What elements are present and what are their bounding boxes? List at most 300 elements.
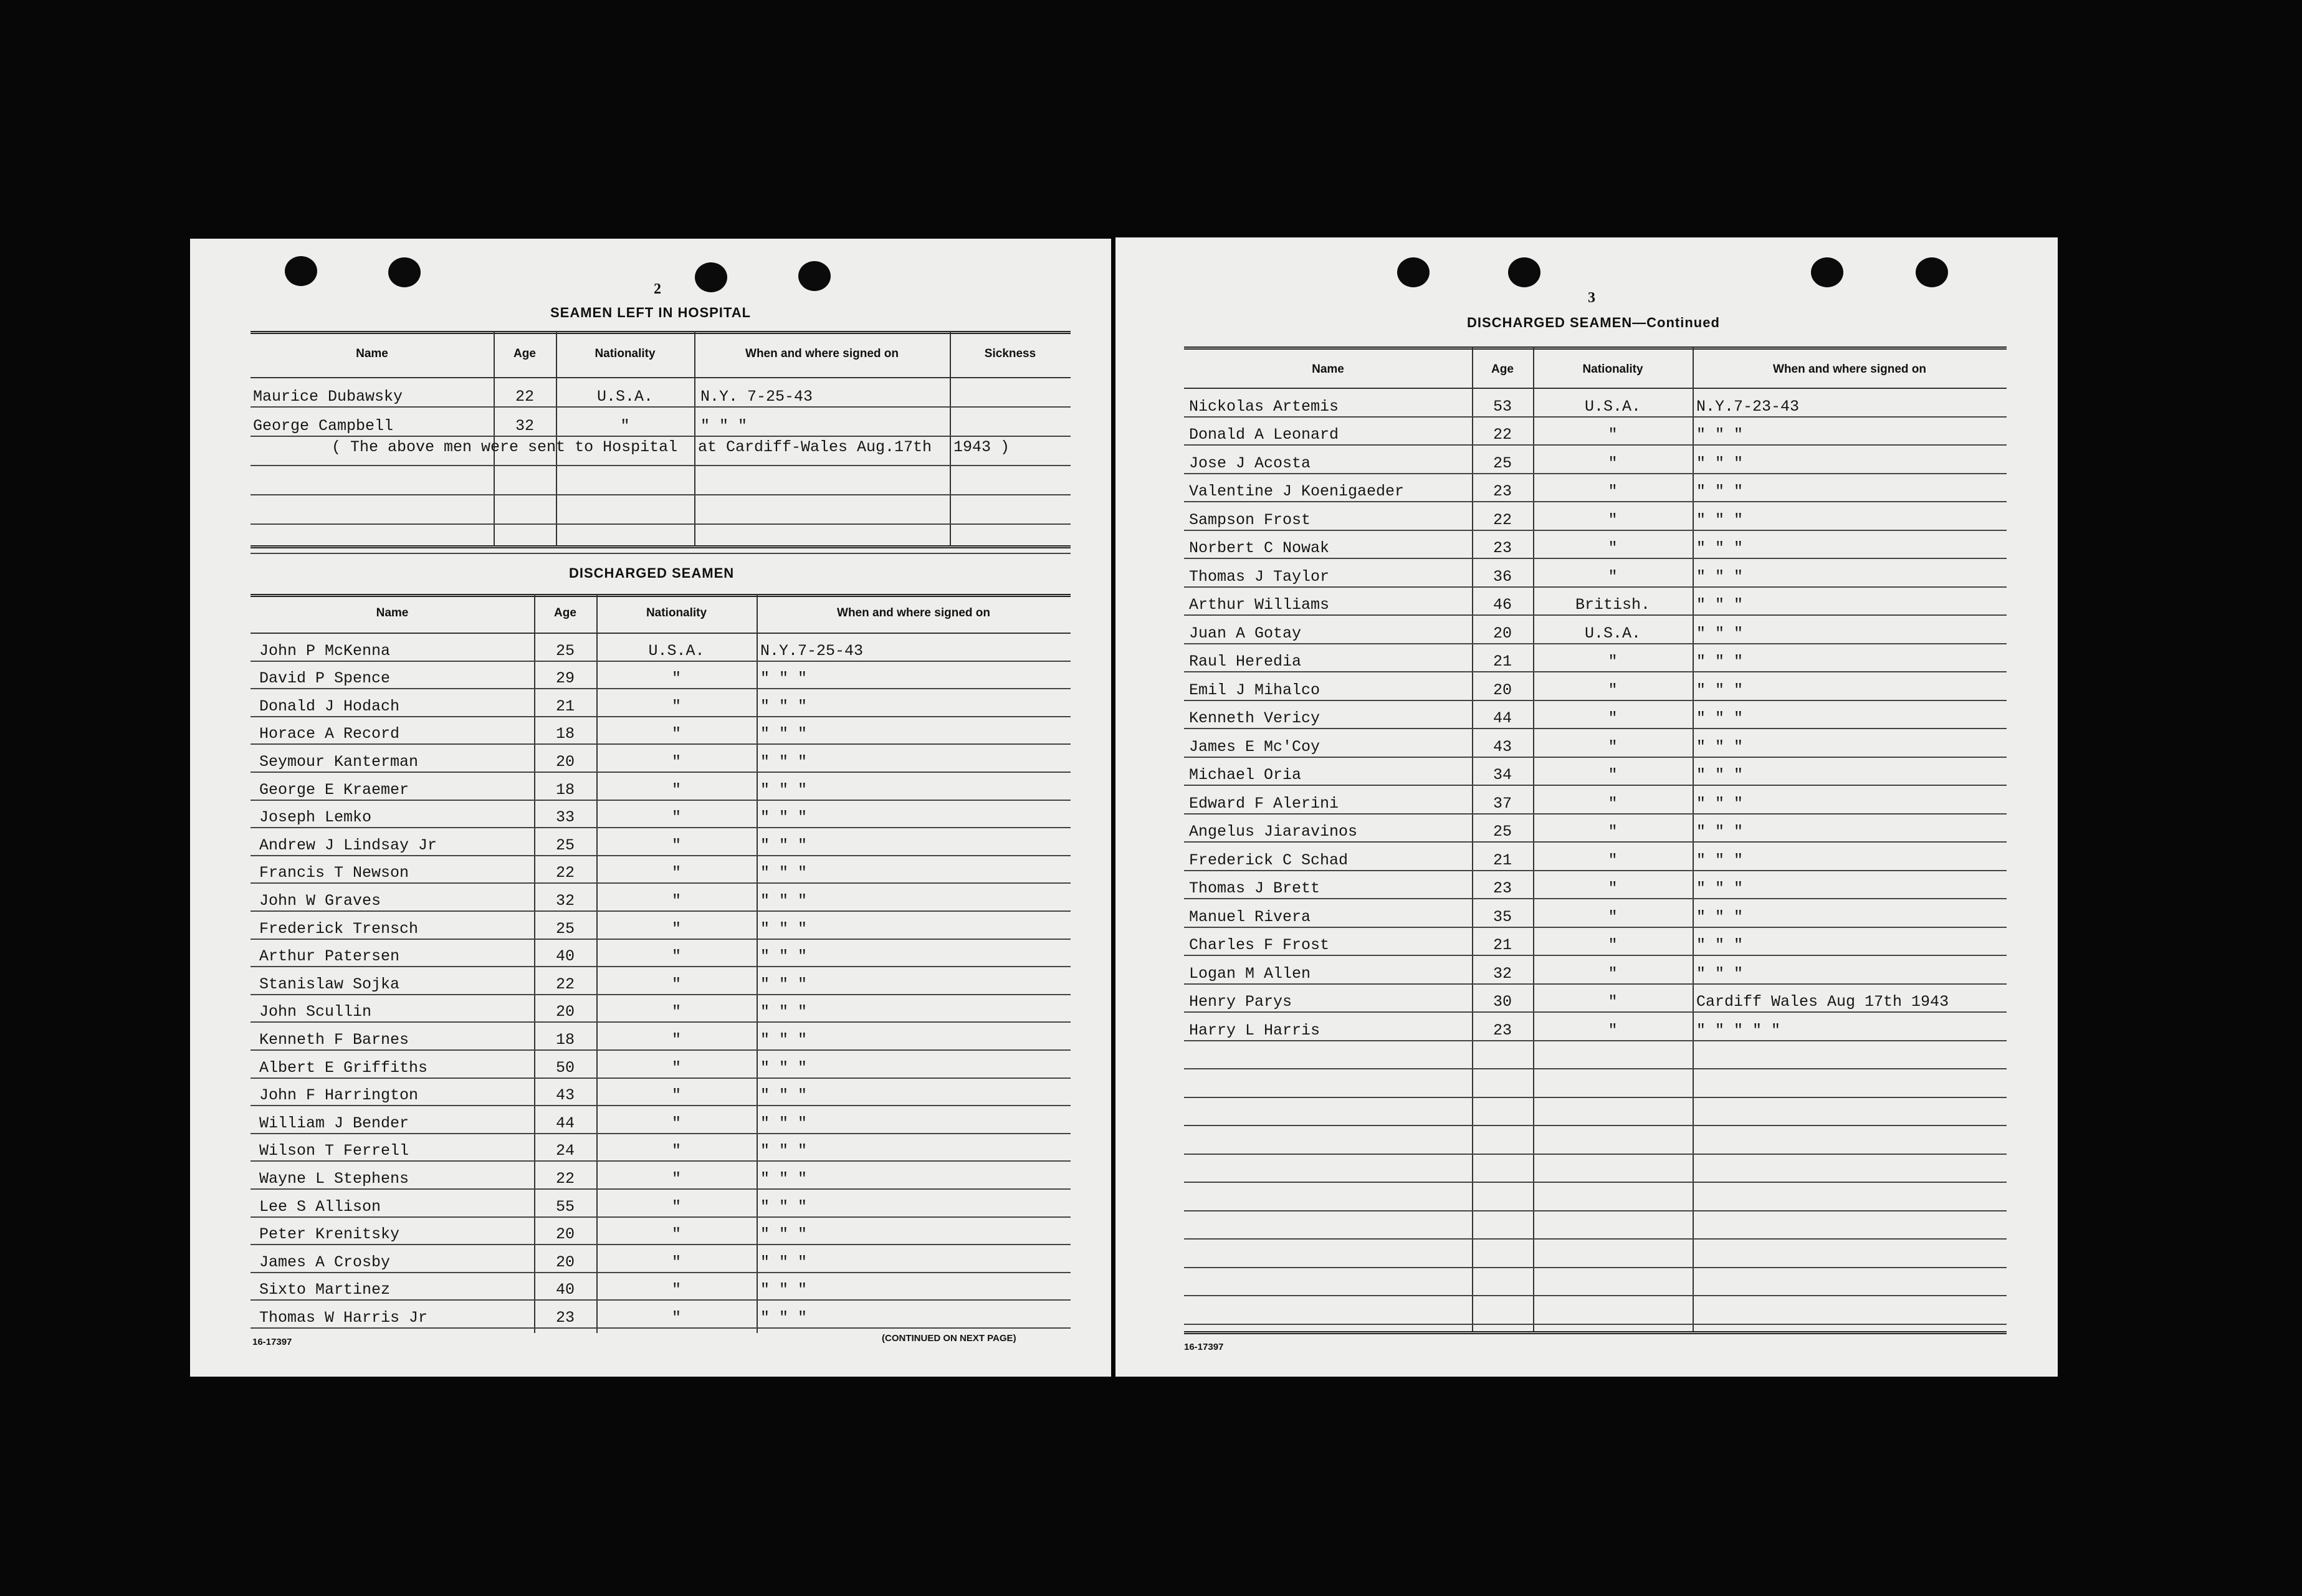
column-header-age: Age bbox=[554, 606, 576, 619]
cell-nationality: " bbox=[1608, 851, 1618, 869]
empty-row bbox=[251, 495, 1071, 525]
cell-signed: " " " bbox=[1696, 737, 1744, 756]
cell-age: 44 bbox=[555, 1114, 575, 1132]
table-row bbox=[251, 1134, 1071, 1162]
table-row bbox=[251, 1190, 1071, 1218]
table-row bbox=[251, 408, 1071, 437]
cell-signed: " " " bbox=[1696, 426, 1744, 444]
empty-row bbox=[1184, 1126, 2007, 1155]
cell-name: Sampson Frost bbox=[1189, 510, 1311, 529]
cell-age: 20 bbox=[555, 1253, 575, 1271]
cell-signed: " " " bbox=[760, 1253, 808, 1271]
cell-nationality: U.S.A. bbox=[1584, 624, 1641, 643]
table-row bbox=[1184, 985, 2007, 1013]
cell-name: Henry Parys bbox=[1189, 993, 1292, 1011]
cell-nationality: " bbox=[671, 864, 681, 882]
table-row bbox=[1184, 389, 2007, 418]
table-row bbox=[1184, 928, 2007, 957]
cell-name: Donald J Hodach bbox=[259, 697, 400, 715]
cell-age: 22 bbox=[555, 864, 575, 882]
cell-age: 18 bbox=[555, 1030, 575, 1049]
cell-age: 40 bbox=[555, 947, 575, 966]
cell-name: Arthur Patersen bbox=[259, 947, 400, 966]
table-row bbox=[251, 1023, 1071, 1051]
cell-name: William J Bender bbox=[259, 1114, 409, 1132]
cell-nationality: " bbox=[671, 891, 681, 910]
empty-row bbox=[1184, 1041, 2007, 1070]
punch-hole bbox=[1508, 257, 1540, 287]
table-row bbox=[1184, 1013, 2007, 1041]
cell-name: Charles F Frost bbox=[1189, 936, 1330, 954]
table-row bbox=[1184, 616, 2007, 644]
cell-signed: " " " bbox=[1696, 624, 1744, 643]
table-row bbox=[1184, 786, 2007, 815]
cell-nationality: " bbox=[671, 1030, 681, 1049]
table-row bbox=[251, 634, 1071, 662]
cell-nationality: " bbox=[671, 1142, 681, 1160]
column-header-name: Name bbox=[356, 347, 388, 360]
cell-name: George Campbell bbox=[253, 417, 394, 435]
punch-hole bbox=[1397, 257, 1430, 287]
cell-name: Frederick C Schad bbox=[1189, 851, 1349, 869]
cell-age: 32 bbox=[1492, 964, 1512, 983]
cell-nationality: " bbox=[1608, 1021, 1618, 1039]
cell-nationality: " bbox=[1608, 652, 1618, 671]
cell-name: Thomas W Harris Jr bbox=[259, 1308, 428, 1327]
table-row bbox=[251, 1106, 1071, 1134]
cell-signed: " " " bbox=[760, 975, 808, 993]
cell-nationality: " bbox=[1608, 454, 1618, 472]
column-header-age: Age bbox=[1491, 363, 1514, 376]
cell-age: 22 bbox=[515, 388, 534, 406]
cell-signed: " " " bbox=[1696, 482, 1744, 500]
cell-age: 20 bbox=[1492, 681, 1512, 699]
table-row bbox=[251, 1051, 1071, 1079]
cell-nationality: " bbox=[671, 1003, 681, 1021]
cell-nationality: U.S.A. bbox=[648, 641, 705, 660]
empty-row bbox=[1184, 1183, 2007, 1211]
cell-nationality: " bbox=[671, 1086, 681, 1105]
table-row bbox=[251, 801, 1071, 829]
cell-age: 21 bbox=[1492, 851, 1512, 869]
cell-nationality: " bbox=[671, 780, 681, 799]
cell-nationality: " bbox=[671, 725, 681, 743]
cell-signed: " " " bbox=[1696, 567, 1744, 586]
table-row bbox=[251, 662, 1071, 690]
empty-row bbox=[1184, 1211, 2007, 1240]
cell-nationality: " bbox=[671, 1281, 681, 1299]
cell-age: 32 bbox=[555, 891, 575, 910]
cell-signed: Cardiff Wales Aug 17th 1943 bbox=[1696, 993, 1949, 1011]
cell-nationality: U.S.A. bbox=[596, 388, 653, 406]
cell-name: Thomas J Brett bbox=[1189, 879, 1321, 897]
table-row bbox=[1184, 418, 2007, 446]
cell-signed: " " " bbox=[760, 1030, 808, 1049]
cell-name: Emil J Mihalco bbox=[1189, 681, 1321, 699]
cell-age: 43 bbox=[555, 1086, 575, 1105]
cell-name: Wilson T Ferrell bbox=[259, 1142, 409, 1160]
column-header-signed: When and where signed on bbox=[837, 606, 990, 619]
cell-nationality: " bbox=[671, 1197, 681, 1216]
cell-age: 18 bbox=[555, 725, 575, 743]
cell-age: 40 bbox=[555, 1281, 575, 1299]
cell-signed: " " " bbox=[760, 697, 808, 715]
cell-nationality: " bbox=[1608, 766, 1618, 784]
table-row bbox=[1184, 672, 2007, 701]
table-row bbox=[1184, 701, 2007, 730]
cell-signed: " " " bbox=[760, 1003, 808, 1021]
table-row bbox=[251, 1273, 1071, 1301]
cell-name: Michael Oria bbox=[1189, 766, 1302, 784]
cell-signed: " " " bbox=[760, 808, 808, 827]
cell-signed: " " " bbox=[1696, 681, 1744, 699]
cell-signed: N.Y.7-23-43 bbox=[1696, 397, 1800, 416]
cell-age: 22 bbox=[555, 975, 575, 993]
cell-age: 23 bbox=[1492, 879, 1512, 897]
cell-nationality: " bbox=[671, 752, 681, 771]
cell-signed: " " " bbox=[1696, 879, 1744, 897]
cell-nationality: " bbox=[1608, 936, 1618, 954]
empty-row bbox=[251, 466, 1071, 495]
cell-age: 36 bbox=[1492, 567, 1512, 586]
cell-name: Joseph Lemko bbox=[259, 808, 372, 827]
hospital-section-title: SEAMEN LEFT IN HOSPITAL bbox=[550, 305, 752, 320]
discharged-table bbox=[251, 594, 1071, 1336]
cell-name: Seymour Kanterman bbox=[259, 752, 419, 771]
cell-name: John W Graves bbox=[259, 891, 381, 910]
right-page bbox=[1115, 237, 2058, 1377]
hospital-note-part2: at Cardiff-Wales Aug.17th bbox=[698, 438, 932, 456]
form-number: 16-17397 bbox=[1184, 1342, 1224, 1352]
page-number: 2 bbox=[654, 281, 661, 297]
empty-row bbox=[1184, 1296, 2007, 1325]
cell-signed: " " " bbox=[760, 891, 808, 910]
discharged-section-title: DISCHARGED SEAMEN bbox=[569, 565, 735, 581]
cell-age: 22 bbox=[1492, 426, 1512, 444]
punch-hole bbox=[798, 261, 831, 291]
cell-age: 21 bbox=[1492, 652, 1512, 671]
cell-signed: " " " bbox=[760, 864, 808, 882]
cell-signed: " " " bbox=[760, 780, 808, 799]
cell-signed: " " " bbox=[1696, 652, 1744, 671]
cell-signed: " " " bbox=[760, 947, 808, 966]
cell-age: 35 bbox=[1492, 907, 1512, 926]
cell-age: 22 bbox=[555, 1169, 575, 1188]
table-row bbox=[1184, 815, 2007, 843]
cell-signed: " " " bbox=[760, 1225, 808, 1244]
cell-name: Norbert C Nowak bbox=[1189, 539, 1330, 557]
cell-signed: " " " bbox=[760, 669, 808, 688]
punch-hole bbox=[285, 256, 317, 286]
cell-age: 25 bbox=[555, 641, 575, 660]
table-row bbox=[1184, 588, 2007, 616]
cell-signed: " " " bbox=[700, 417, 748, 435]
cell-age: 37 bbox=[1492, 794, 1512, 813]
cell-name: David P Spence bbox=[259, 669, 391, 688]
cell-age: 22 bbox=[1492, 510, 1512, 529]
cell-nationality: " bbox=[1608, 482, 1618, 500]
cell-nationality: " bbox=[1608, 907, 1618, 926]
cell-nationality: " bbox=[1608, 993, 1618, 1011]
cell-signed: " " " bbox=[1696, 823, 1744, 841]
cell-name: Kenneth F Barnes bbox=[259, 1030, 409, 1049]
cell-name: Juan A Gotay bbox=[1189, 624, 1302, 643]
column-header-name: Name bbox=[376, 606, 409, 619]
cell-name: Harry L Harris bbox=[1189, 1021, 1321, 1039]
cell-nationality: " bbox=[671, 1225, 681, 1244]
cell-signed: " " " bbox=[760, 1169, 808, 1188]
cell-name: Horace A Record bbox=[259, 725, 400, 743]
cell-name: George E Kraemer bbox=[259, 780, 409, 799]
cell-signed: " " " bbox=[760, 752, 808, 771]
empty-row bbox=[1184, 1098, 2007, 1127]
table-row bbox=[1184, 644, 2007, 673]
hospital-table bbox=[251, 331, 1071, 552]
cell-signed: " " " bbox=[1696, 510, 1744, 529]
cell-signed: " " " bbox=[1696, 794, 1744, 813]
cell-name: John P McKenna bbox=[259, 641, 391, 660]
cell-name: Andrew J Lindsay Jr bbox=[259, 836, 437, 854]
cell-name: Angelus Jiaravinos bbox=[1189, 823, 1358, 841]
empty-row bbox=[1184, 1069, 2007, 1098]
cell-name: Maurice Dubawsky bbox=[253, 388, 403, 406]
table-row bbox=[1184, 559, 2007, 588]
cell-nationality: " bbox=[1608, 737, 1618, 756]
cell-age: 18 bbox=[555, 780, 575, 799]
cell-age: 23 bbox=[1492, 1021, 1512, 1039]
cell-name: Manuel Rivera bbox=[1189, 907, 1311, 926]
table-row bbox=[251, 773, 1071, 801]
cell-name: Albert E Griffiths bbox=[259, 1058, 428, 1077]
table-row bbox=[1184, 531, 2007, 560]
table-row bbox=[251, 745, 1071, 773]
table-row bbox=[251, 828, 1071, 856]
cell-nationality: " bbox=[620, 417, 630, 435]
cell-signed: " " " bbox=[1696, 539, 1744, 557]
cell-signed: " " " " " bbox=[1696, 1021, 1781, 1039]
cell-name: Thomas J Taylor bbox=[1189, 567, 1330, 586]
cell-age: 21 bbox=[1492, 936, 1512, 954]
cell-signed: " " " bbox=[760, 1142, 808, 1160]
cell-name: Peter Krenitsky bbox=[259, 1225, 400, 1244]
cell-age: 25 bbox=[1492, 823, 1512, 841]
cell-name: Edward F Alerini bbox=[1189, 794, 1339, 813]
discharged-continued-title: DISCHARGED SEAMEN—Continued bbox=[1467, 315, 1720, 330]
table-row bbox=[251, 884, 1071, 912]
cell-name: Jose J Acosta bbox=[1189, 454, 1311, 472]
column-header-signed: When and where signed on bbox=[1773, 363, 1926, 376]
cell-nationality: " bbox=[1608, 879, 1618, 897]
cell-signed: " " " bbox=[1696, 964, 1744, 983]
table-row bbox=[1184, 729, 2007, 758]
cell-age: 50 bbox=[555, 1058, 575, 1077]
cell-nationality: U.S.A. bbox=[1584, 397, 1641, 416]
empty-row bbox=[251, 525, 1071, 554]
cell-nationality: " bbox=[1608, 794, 1618, 813]
discharged-continued-table bbox=[1184, 346, 2007, 1337]
cell-name: Lee S Allison bbox=[259, 1197, 381, 1216]
table-row bbox=[251, 689, 1071, 717]
cell-name: Frederick Trensch bbox=[259, 919, 419, 938]
cell-signed: N.Y.7-25-43 bbox=[760, 641, 864, 660]
cell-signed: " " " bbox=[760, 1281, 808, 1299]
cell-age: 20 bbox=[555, 752, 575, 771]
table-row bbox=[251, 967, 1071, 995]
punch-hole bbox=[1916, 257, 1948, 287]
cell-nationality: " bbox=[671, 1308, 681, 1327]
table-row bbox=[1184, 871, 2007, 900]
cell-age: 20 bbox=[555, 1003, 575, 1021]
cell-name: Francis T Newson bbox=[259, 864, 409, 882]
cell-nationality: " bbox=[1608, 426, 1618, 444]
table-row bbox=[251, 1162, 1071, 1190]
cell-nationality: " bbox=[1608, 567, 1618, 586]
cell-signed: " " " bbox=[1696, 851, 1744, 869]
cell-name: Donald A Leonard bbox=[1189, 426, 1339, 444]
cell-signed: " " " bbox=[1696, 709, 1744, 727]
cell-age: 24 bbox=[555, 1142, 575, 1160]
cell-name: James E Mc'Coy bbox=[1189, 737, 1321, 756]
cell-signed: " " " bbox=[1696, 936, 1744, 954]
hospital-note-part1: ( The above men were sent to Hospital bbox=[332, 438, 678, 456]
cell-name: John Scullin bbox=[259, 1003, 372, 1021]
table-row bbox=[1184, 899, 2007, 928]
cell-nationality: British. bbox=[1575, 596, 1651, 614]
cell-nationality: " bbox=[671, 1114, 681, 1132]
cell-age: 29 bbox=[555, 669, 575, 688]
table-row bbox=[251, 1218, 1071, 1246]
cell-nationality: " bbox=[671, 1058, 681, 1077]
cell-age: 32 bbox=[515, 417, 534, 435]
table-row bbox=[251, 1079, 1071, 1107]
cell-signed: " " " bbox=[760, 1058, 808, 1077]
table-row bbox=[251, 856, 1071, 884]
cell-age: 34 bbox=[1492, 766, 1512, 784]
cell-name: James A Crosby bbox=[259, 1253, 391, 1271]
table-row bbox=[251, 1245, 1071, 1273]
continued-note: (CONTINUED ON NEXT PAGE) bbox=[882, 1333, 1016, 1344]
hospital-note-part3: 1943 ) bbox=[953, 438, 1010, 456]
cell-nationality: " bbox=[1608, 823, 1618, 841]
cell-age: 43 bbox=[1492, 737, 1512, 756]
column-header-signed: When and where signed on bbox=[745, 347, 899, 360]
cell-nationality: " bbox=[671, 919, 681, 938]
cell-name: Stanislaw Sojka bbox=[259, 975, 400, 993]
column-header-nationality: Nationality bbox=[646, 606, 707, 619]
cell-nationality: " bbox=[671, 1253, 681, 1271]
cell-signed: N.Y. 7-25-43 bbox=[700, 388, 813, 406]
cell-name: Valentine J Koenigaeder bbox=[1189, 482, 1405, 500]
cell-signed: " " " bbox=[760, 1086, 808, 1105]
cell-signed: " " " bbox=[760, 1197, 808, 1216]
cell-signed: " " " bbox=[760, 1308, 808, 1327]
table-row bbox=[1184, 446, 2007, 474]
cell-age: 25 bbox=[1492, 454, 1512, 472]
cell-nationality: " bbox=[671, 1169, 681, 1188]
cell-age: 46 bbox=[1492, 596, 1512, 614]
cell-age: 44 bbox=[1492, 709, 1512, 727]
cell-age: 23 bbox=[1492, 482, 1512, 500]
cell-age: 25 bbox=[555, 836, 575, 854]
column-header-sickness: Sickness bbox=[984, 347, 1036, 360]
cell-age: 25 bbox=[555, 919, 575, 938]
cell-name: Nickolas Artemis bbox=[1189, 397, 1339, 416]
empty-row bbox=[1184, 1268, 2007, 1297]
form-number: 16-17397 bbox=[252, 1337, 292, 1347]
cell-signed: " " " bbox=[760, 836, 808, 854]
table-row bbox=[1184, 843, 2007, 871]
cell-nationality: " bbox=[1608, 510, 1618, 529]
cell-age: 23 bbox=[1492, 539, 1512, 557]
table-row bbox=[1184, 758, 2007, 786]
table-row bbox=[251, 940, 1071, 968]
table-row bbox=[251, 995, 1071, 1023]
column-header-name: Name bbox=[1312, 363, 1344, 376]
cell-name: Sixto Martinez bbox=[259, 1281, 391, 1299]
cell-age: 53 bbox=[1492, 397, 1512, 416]
table-row bbox=[251, 1301, 1071, 1329]
table-row bbox=[1184, 502, 2007, 531]
left-page bbox=[190, 239, 1111, 1377]
cell-nationality: " bbox=[671, 947, 681, 966]
cell-age: 20 bbox=[1492, 624, 1512, 643]
table-row bbox=[1184, 474, 2007, 503]
cell-nationality: " bbox=[1608, 964, 1618, 983]
cell-nationality: " bbox=[671, 975, 681, 993]
cell-name: Wayne L Stephens bbox=[259, 1169, 409, 1188]
cell-age: 33 bbox=[555, 808, 575, 827]
table-row bbox=[251, 912, 1071, 940]
cell-age: 55 bbox=[555, 1197, 575, 1216]
cell-name: Logan M Allen bbox=[1189, 964, 1311, 983]
column-header-age: Age bbox=[513, 347, 536, 360]
punch-hole bbox=[1811, 257, 1843, 287]
cell-age: 23 bbox=[555, 1308, 575, 1327]
cell-nationality: " bbox=[1608, 681, 1618, 699]
cell-signed: " " " bbox=[760, 1114, 808, 1132]
cell-name: John F Harrington bbox=[259, 1086, 419, 1105]
cell-nationality: " bbox=[1608, 539, 1618, 557]
cell-age: 20 bbox=[555, 1225, 575, 1244]
column-header-nationality: Nationality bbox=[595, 347, 656, 360]
cell-nationality: " bbox=[671, 808, 681, 827]
cell-name: Raul Heredia bbox=[1189, 652, 1302, 671]
column-header-nationality: Nationality bbox=[1582, 363, 1643, 376]
cell-signed: " " " bbox=[760, 725, 808, 743]
table-row bbox=[251, 717, 1071, 745]
punch-hole bbox=[388, 257, 421, 287]
cell-signed: " " " bbox=[1696, 596, 1744, 614]
cell-age: 21 bbox=[555, 697, 575, 715]
cell-signed: " " " bbox=[1696, 766, 1744, 784]
empty-row bbox=[1184, 1240, 2007, 1268]
cell-name: Kenneth Vericy bbox=[1189, 709, 1321, 727]
table-row bbox=[251, 378, 1071, 408]
cell-nationality: " bbox=[671, 697, 681, 715]
empty-row bbox=[1184, 1155, 2007, 1183]
cell-nationality: " bbox=[1608, 709, 1618, 727]
cell-signed: " " " bbox=[760, 919, 808, 938]
page-number: 3 bbox=[1588, 290, 1595, 306]
cell-signed: " " " bbox=[1696, 907, 1744, 926]
cell-signed: " " " bbox=[1696, 454, 1744, 472]
cell-nationality: " bbox=[671, 669, 681, 688]
table-row bbox=[1184, 956, 2007, 985]
punch-hole bbox=[695, 262, 727, 292]
cell-nationality: " bbox=[671, 836, 681, 854]
cell-age: 30 bbox=[1492, 993, 1512, 1011]
cell-name: Arthur Williams bbox=[1189, 596, 1330, 614]
